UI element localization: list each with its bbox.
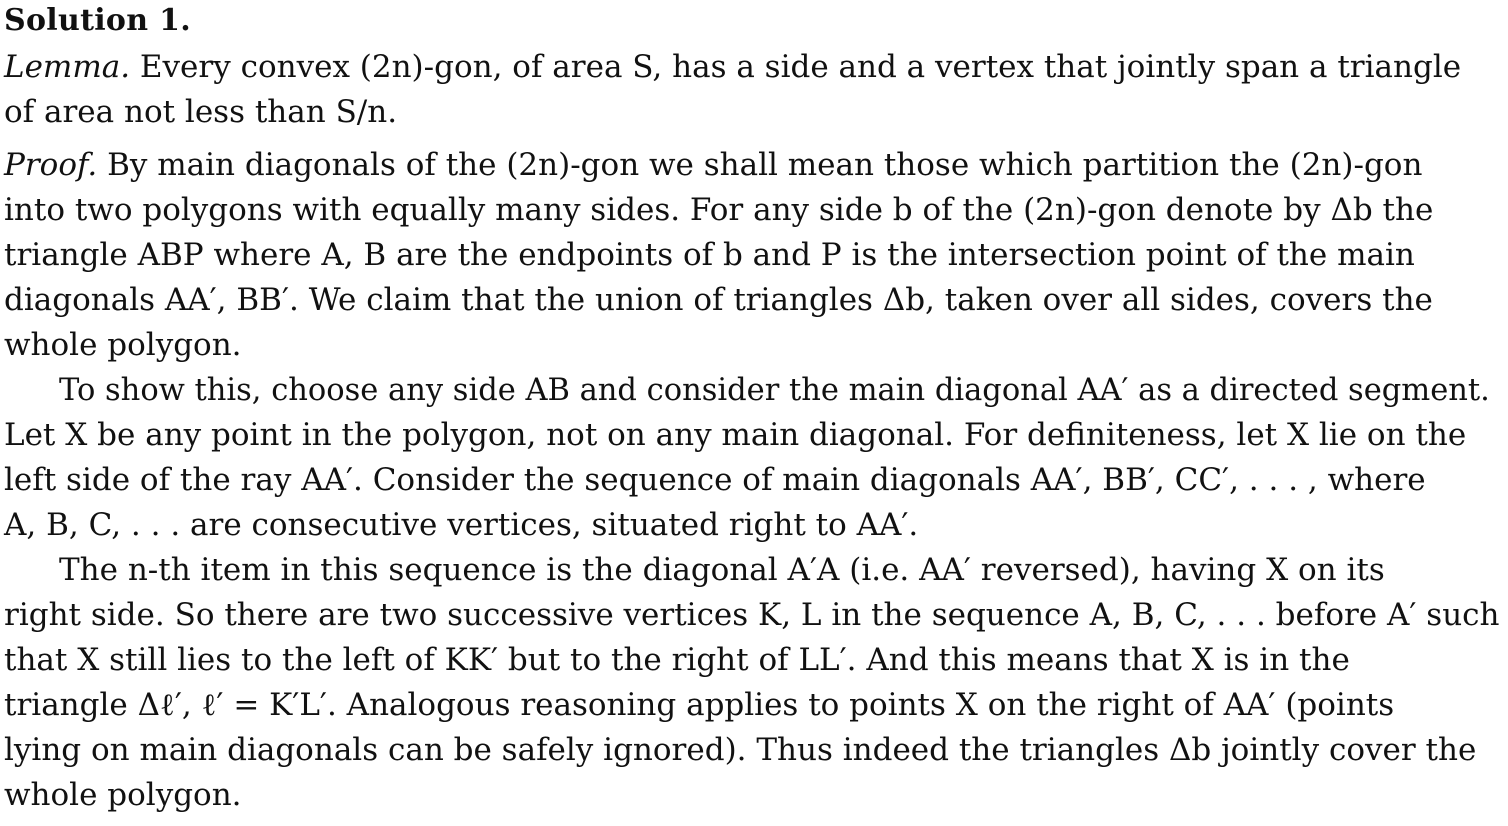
paragraph-3 bbox=[4, 548, 1500, 818]
paragraph-2 bbox=[4, 368, 1500, 548]
para2-line-3: left side of the ray AA′. Consider the sequence of main diagonals AA′, BB′, CC′, . . . , where bbox=[4, 462, 1426, 498]
para2-line-2: Let X be any point in the polygon, not on any main diagonal. For definiteness, let X lie on the bbox=[4, 417, 1467, 453]
proof-line-4: diagonals AA′, BB′. We claim that the union of triangles Δb, taken over all sides, covers the bbox=[4, 282, 1433, 318]
proof-line-1-text: By main diagonals of the (2n)-gon we shall mean those which partition the (2n)-gon bbox=[97, 147, 1423, 183]
proof-text-1 bbox=[4, 143, 1422, 188]
document-page bbox=[4, 0, 1500, 818]
para3-line-4: triangle Δℓ′, ℓ′ = K′L′. Analogous reasoning applies to points X on the right of AA′ (points bbox=[4, 687, 1395, 723]
proof-line-5: whole polygon. bbox=[4, 327, 242, 363]
para2-line-4: A, B, C, . . . are consecutive vertices, situated right to AA′. bbox=[4, 507, 919, 543]
lemma-text-1 bbox=[4, 45, 1461, 90]
para2-line-1: To show this, choose any side AB and consider the main diagonal AA′ as a directed segment. bbox=[59, 373, 1490, 408]
lemma-line-1 bbox=[4, 45, 1500, 90]
proof-label: Proof. bbox=[4, 147, 98, 183]
solution-heading: Solution 1. bbox=[4, 3, 192, 38]
lemma-label: Lemma. bbox=[4, 49, 131, 85]
proof-line-3: triangle ABP where A, B are the endpoints of b and P is the intersection point of the main bbox=[4, 237, 1415, 273]
lemma-line-2: of area not less than S/n. bbox=[4, 94, 398, 130]
para3-line-1: The n-th item in this sequence is the diagonal A′A (i.e. AA′ reversed), having X on its bbox=[59, 552, 1385, 588]
proof-paragraph bbox=[4, 143, 1500, 368]
para3-line-6: whole polygon. bbox=[4, 777, 242, 813]
lemma-paragraph bbox=[4, 45, 1500, 135]
lemma-line-1-text: Every convex (2n)-gon, of area S, has a side and a vertex that jointly span a triangle bbox=[130, 49, 1462, 85]
para3-line-3: that X still lies to the left of KK′ but to the right of LL′. And this means that X is in the bbox=[4, 642, 1350, 678]
proof-line-2: into two polygons with equally many sides. For any side b of the (2n)-gon denote by Δb the bbox=[4, 192, 1434, 228]
para3-line-2: right side. So there are two successive vertices K, L in the sequence A, B, C, . . . before A′ such bbox=[4, 597, 1500, 633]
proof-line-1 bbox=[4, 143, 1500, 188]
para3-line-5: lying on main diagonals can be safely ignored). Thus indeed the triangles Δb jointly cover the bbox=[4, 732, 1477, 768]
